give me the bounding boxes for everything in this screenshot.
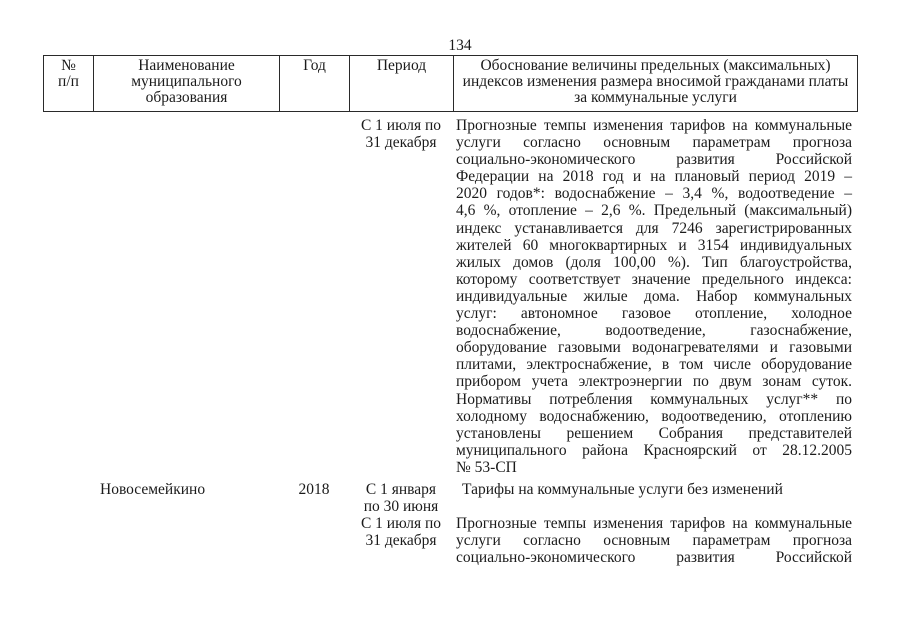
justification-line: социально-экономического развития Российской — [456, 549, 852, 567]
page-number: 134 — [448, 37, 472, 54]
period-line: С 1 января — [365, 481, 437, 498]
justification-line: услуги согласно основным параметрам прогноза — [456, 532, 852, 550]
table-header — [43, 55, 858, 112]
header-line: образования — [145, 89, 228, 106]
justification-line: индекс устанавливается для 7246 зарегистрированных — [456, 219, 852, 237]
period-cell — [349, 117, 453, 151]
justification-line: услуг: автономное газовое отопление, холодное — [456, 305, 852, 323]
period-line: С 1 июля по — [360, 515, 442, 532]
header-cell-year — [279, 56, 349, 111]
header-line: Обоснование величины предельных (максимальных) — [480, 57, 831, 74]
justification-line: муниципального района Красноярский от 28.12.2005 — [456, 441, 852, 459]
header-line: п/п — [58, 73, 79, 90]
municipality-cell — [100, 481, 205, 498]
justification-line: которому соответствует значение предельного индекса: — [456, 270, 852, 288]
header-line: Год — [303, 57, 326, 74]
period-cell — [349, 481, 453, 515]
justification-cell — [456, 117, 852, 476]
header-line: Наименование — [138, 57, 235, 74]
header-line: за коммунальные услуги — [574, 89, 737, 106]
header-cell-number — [44, 56, 93, 111]
justification-line: установлены решением Собрания представителей — [456, 424, 852, 442]
justification-line: холодному водоснабжению, водоотведению, отоплению — [456, 407, 852, 425]
justification-line: социально-экономического развития Российской — [456, 151, 852, 169]
period-line: 31 декабря — [365, 134, 437, 152]
justification-line: прибором учета электроэнергии по двум зонам суток. — [456, 373, 852, 391]
justification-line: оборудование газовыми водонагревателями и газовыми — [456, 339, 852, 357]
justification-line: жителей 60 многоквартирных и 3154 индивидуальных — [456, 236, 852, 254]
header-line: Период — [376, 57, 427, 74]
justification-cell — [456, 515, 852, 566]
header-line: индексов изменения размера вносимой гражданами платы — [462, 73, 849, 90]
header-line: № — [61, 57, 76, 74]
municipality-name: Новосемейкино — [100, 481, 206, 498]
period-line: 31 декабря — [365, 532, 437, 550]
justification-line: 2020 годов*: водоснабжение – 3,4 %, водоотведение – — [456, 185, 852, 203]
header-cell-justification — [453, 56, 857, 111]
justification-line: услуги согласно основным параметрам прогноза — [456, 134, 852, 152]
justification-line: плитами, электроснабжение, в том числе оборудование — [456, 356, 852, 374]
justification-line: № 53-СП — [456, 458, 517, 476]
period-line: С 1 июля по — [360, 117, 442, 134]
year-cell — [279, 481, 349, 498]
justification-line: жилых домов (доля 100,00 %). Тип благоустройства, — [456, 253, 852, 271]
justification-line: Прогнозные темпы изменения тарифов на коммунальные — [456, 117, 852, 134]
justification-line: Тарифы на коммунальные услуги без изменений — [462, 481, 783, 498]
justification-line: Прогнозные темпы изменения тарифов на коммунальные — [456, 515, 852, 532]
justification-line: водоснабжение, водоотведение, газоснабжение, — [456, 322, 852, 340]
year-value: 2018 — [298, 481, 330, 498]
header-cell-municipality — [93, 56, 279, 111]
justification-line: Нормативы потребления коммунальных услуг** по — [456, 390, 852, 408]
justification-line: Федерации на 2018 год и на плановый период 2019 – — [456, 168, 852, 186]
header-line: муниципального — [131, 73, 242, 90]
justification-line: индивидуальные жилые дома. Набор коммунальных — [456, 287, 852, 305]
justification-line: 4,6 %, отопление – 2,6 %. Предельный (максимальный) — [456, 202, 852, 220]
period-line: по 30 июня — [363, 498, 439, 516]
period-cell — [349, 515, 453, 549]
justification-cell — [462, 481, 852, 498]
header-cell-period — [349, 56, 453, 111]
